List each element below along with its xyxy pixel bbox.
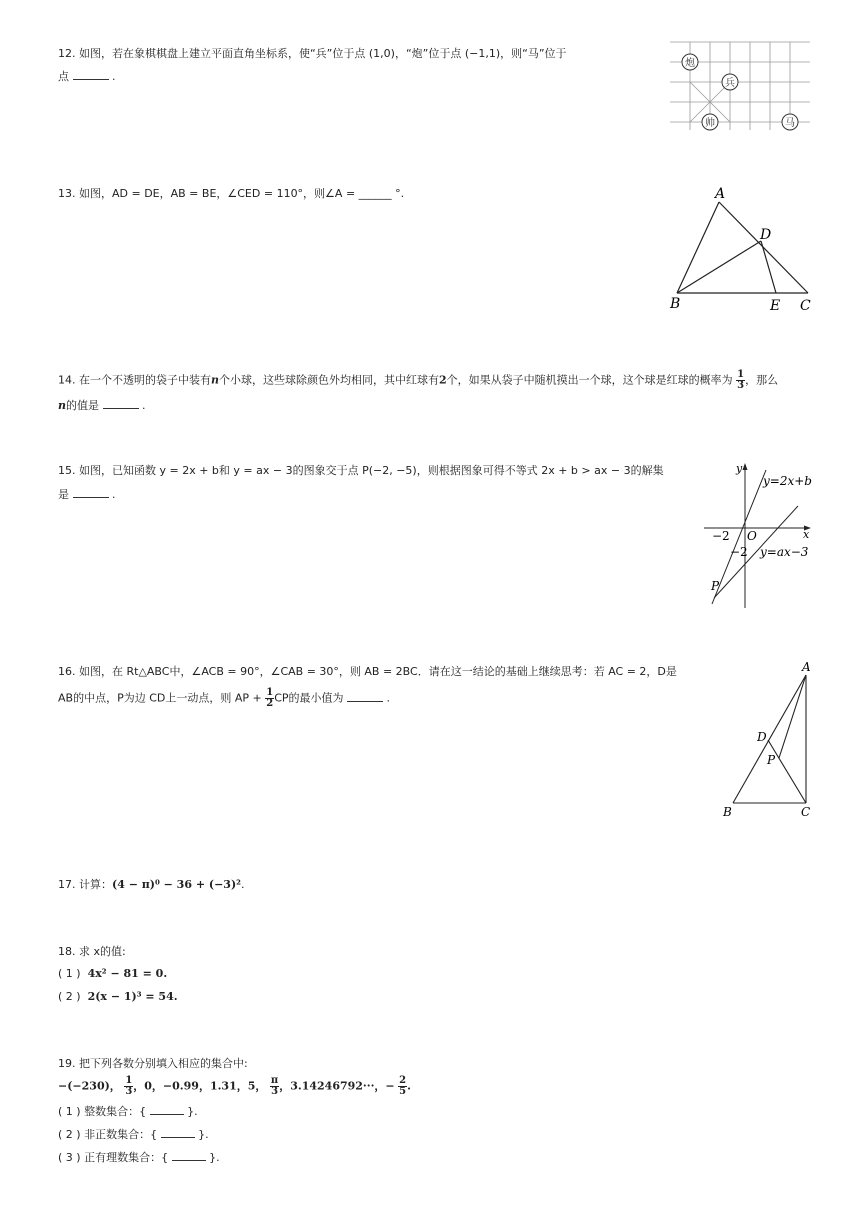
x-tick-neg2: −2 bbox=[712, 529, 730, 543]
svg-text:帅: 帅 bbox=[705, 118, 715, 129]
triangle-figure-13 bbox=[668, 180, 818, 316]
answer-blank-19-2[interactable] bbox=[161, 1137, 195, 1138]
question-13-text: 13. 如图，AD = DE，AB = BE，∠CED = 110°，则∠A = ______ °. bbox=[58, 187, 405, 200]
question-16-line1 bbox=[58, 665, 677, 678]
chess-piece-ma bbox=[782, 114, 798, 130]
label-B: B bbox=[670, 296, 681, 312]
question-18-title: 18. 求 x的值: bbox=[58, 945, 126, 958]
label-C: C bbox=[801, 805, 811, 819]
x-axis-label: x bbox=[803, 528, 810, 541]
label-A: A bbox=[802, 660, 811, 674]
question-18-part1: ( 1 ) 4x² − 81 = 0. bbox=[58, 967, 168, 980]
question-14-line2: n的值是 . bbox=[58, 399, 146, 412]
question-13-line1 bbox=[58, 187, 404, 200]
question-12-text: 12. 如图，若在象棋棋盘上建立平面直角坐标系，使“兵”位于点 (1,0)，“炮”位于点 (−1,1)，则“马”位于 bbox=[58, 47, 567, 60]
answer-blank-12[interactable] bbox=[73, 79, 109, 80]
origin-label: O bbox=[747, 529, 757, 543]
label-B: B bbox=[723, 805, 732, 819]
function-graph-15 bbox=[700, 460, 812, 610]
question-17: 17. 计算：(4 − π)⁰ − 36 + (−3)². bbox=[58, 878, 245, 891]
answer-blank-14[interactable] bbox=[103, 408, 139, 409]
question-19-set3: ( 3 ) 正有理数集合：{ }. bbox=[58, 1151, 220, 1164]
svg-text:炮: 炮 bbox=[685, 58, 695, 69]
question-15-text: 15. 如图，已知函数 y = 2x + b和 y = ax − 3的图象交于点 P(−2, −5)，则根据图象可得不等式 2x + b > ax − 3的解集 bbox=[58, 464, 664, 477]
answer-blank-19-1[interactable] bbox=[150, 1114, 184, 1115]
question-15-line2: 是 . bbox=[58, 488, 116, 501]
line-label-2x-plus-b: y=2x+b bbox=[763, 474, 812, 488]
question-16-text: 16. 如图，在 Rt△ABC中，∠ACB = 90°，∠CAB = 30°，则 AB = 2BC．请在这一结论的基础上继续思考：若 AC = 2，D是 bbox=[58, 665, 677, 678]
question-19-set2: ( 2 ) 非正数集合：{ }. bbox=[58, 1128, 209, 1141]
question-17-expression: (4 − π)⁰ − 36 + (−3)² bbox=[112, 878, 241, 891]
chess-piece-bing bbox=[722, 74, 738, 90]
question-19-title: 19. 把下列各数分别填入相应的集合中: bbox=[58, 1057, 248, 1070]
question-12-line2: 点 . bbox=[58, 70, 116, 83]
chess-piece-pao bbox=[682, 54, 698, 70]
question-12-prefix: 点 bbox=[58, 70, 69, 83]
label-P: P bbox=[767, 753, 776, 767]
question-12-line1 bbox=[58, 47, 567, 60]
question-15-line1 bbox=[58, 464, 664, 477]
svg-text:兵: 兵 bbox=[725, 78, 735, 89]
line-label-ax-minus-3: y=ax−3 bbox=[760, 545, 809, 559]
y-tick-neg2: −2 bbox=[730, 545, 748, 559]
answer-blank-16[interactable] bbox=[347, 701, 383, 702]
question-18-part2: ( 2 ) 2(x − 1)³ = 54. bbox=[58, 990, 178, 1003]
label-E: E bbox=[770, 298, 781, 314]
question-14-line1: 14. 在一个不透明的袋子中装有n个小球，这些球除颜色外均相同，其中红球有2个，如果从袋子中随机摸出一个球，这个球是红球的概率为 $\frac{1}{3}$ ，那么 bbox=[58, 369, 779, 391]
point-P-label: P bbox=[711, 579, 720, 593]
y-axis-label: y bbox=[736, 462, 743, 475]
answer-blank-19-3[interactable] bbox=[172, 1160, 206, 1161]
question-16-line2: AB的中点，P为边 CD上一动点，则 AP + $\frac{1}{2}$ CP的最小值为 . bbox=[58, 687, 391, 709]
half-fraction: $\frac{1}{2}$ bbox=[266, 687, 274, 709]
probability-fraction: $\frac{1}{3}$ bbox=[737, 369, 745, 391]
question-19-numbers: −(−230)， $\frac{1}{3}$ ，0，−0.99，1.31，5， $\frac{\pi}{3}$ ，3.14246792···，− $\frac{2}{5}$ . bbox=[58, 1075, 411, 1097]
label-D: D bbox=[757, 730, 767, 744]
svg-text:马: 马 bbox=[785, 118, 795, 129]
question-19-set1: ( 1 ) 整数集合：{ }. bbox=[58, 1105, 198, 1118]
chess-board-figure bbox=[670, 42, 810, 130]
chess-piece-shuai bbox=[702, 114, 718, 130]
label-C: C bbox=[800, 298, 811, 314]
answer-blank-15[interactable] bbox=[73, 497, 109, 498]
triangle-figure-16 bbox=[718, 660, 818, 822]
label-A: A bbox=[715, 186, 726, 202]
label-D: D bbox=[760, 227, 772, 243]
